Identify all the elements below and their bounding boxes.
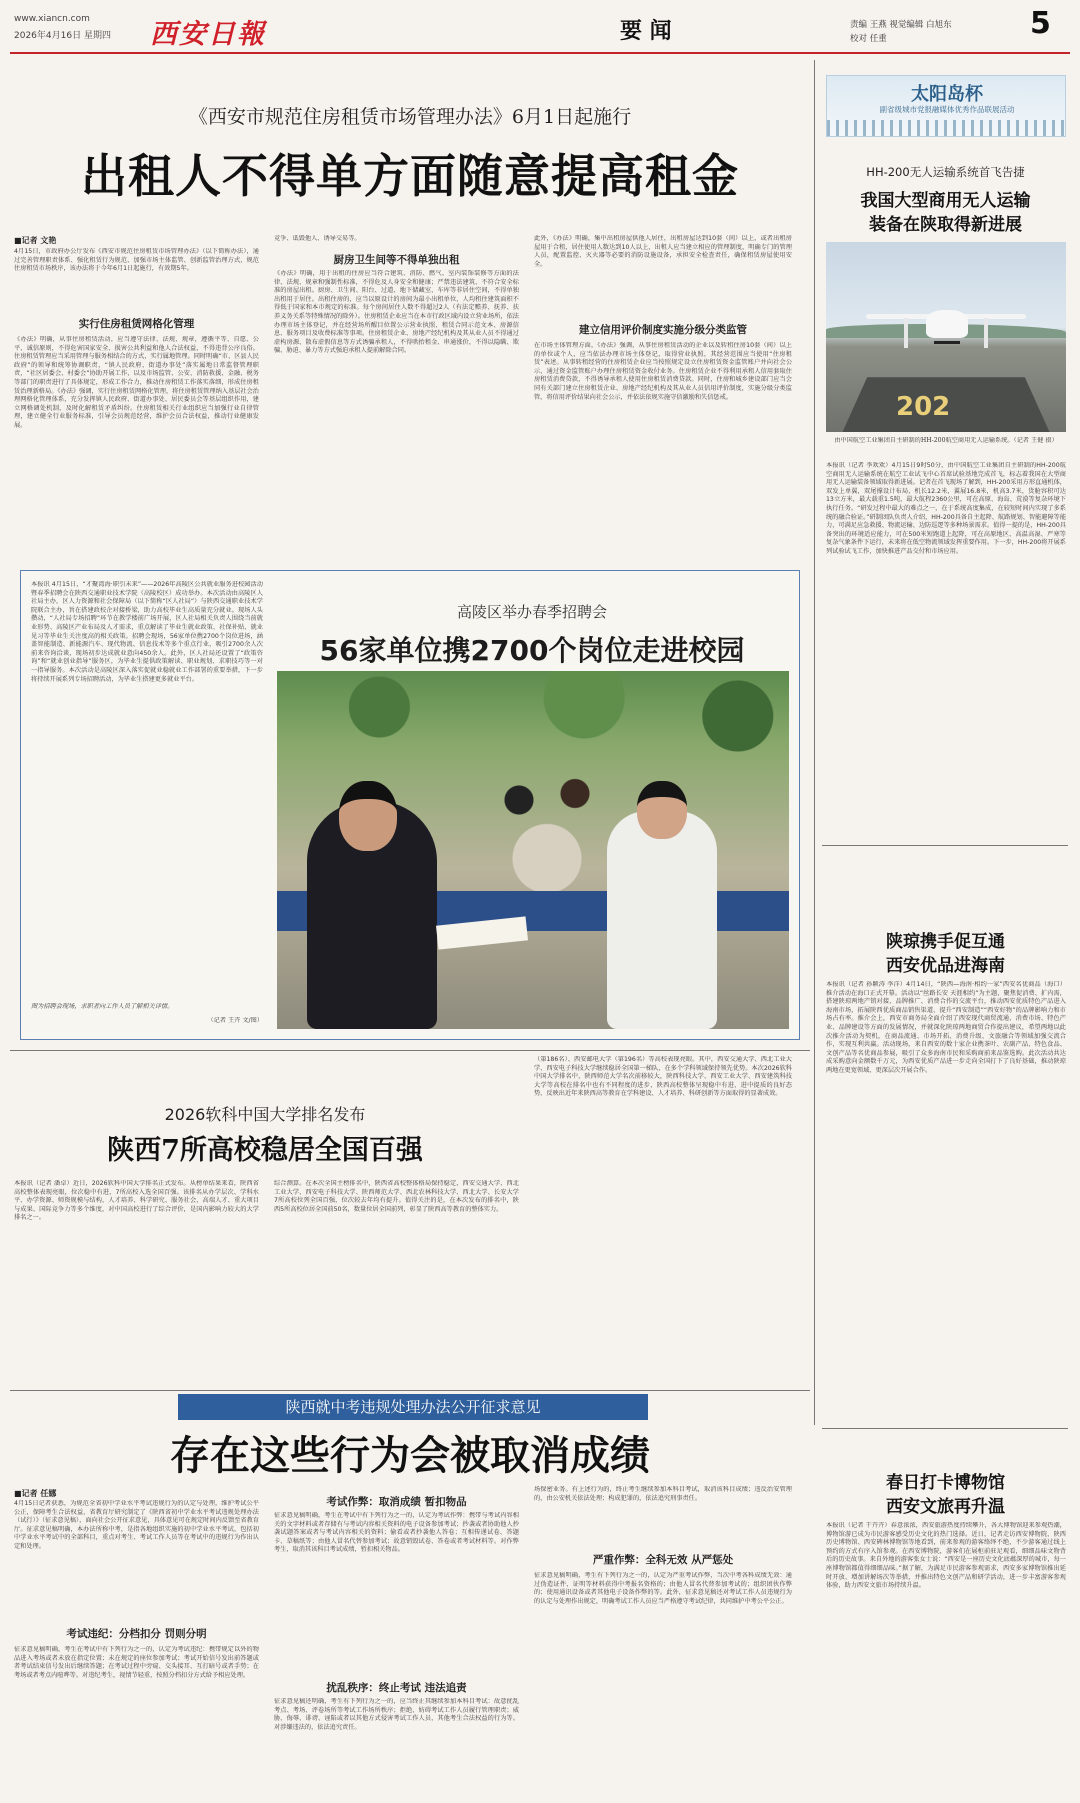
subhead-serious-cheating: 严重作弊：全科无效 从严惩处 (592, 1554, 734, 1566)
byline: ■记者 任娜 (14, 1489, 57, 1498)
headline-line2: 装备在陕取得新进展 (869, 215, 1022, 235)
article-job-fair (20, 570, 800, 1040)
headline: 56家单位携2700个岗位走进校园 (319, 634, 745, 667)
subhead-cheating: 考试作弊：取消成绩 暂扣物品 (326, 1496, 467, 1508)
sidebar-drone-article (818, 60, 1073, 840)
body-col2: 征求意见稿明确，考生在考试中有下列行为之一的，认定为考试作弊：携带与考试内容相关的文字材料或者存储有与考试内容相关资料的电子设备参加考试；抄袭或者协助他人抄袭试题答案或者与考试内容相关的资料；偷看或者抄袭他人答卷；互相传递试卷、答题卡、草稿纸等；由他人冒名代替参加考试；故意销毁试卷、答卷或者考试材料等。对作弊考生，取消其该科目考试成绩，暂扣相关物品。 (274, 1512, 519, 1554)
article-body: 本报讯（记者 干卉卉）春意浓浓，西安旅游热度持续攀升，各大博物馆迎来参观热潮，博物馆游已成为市民游客感受历史文化的热门选择。近日，记者走访西安博物院、陕西历史博物馆、西安碑林博物馆等地看到，前来参观的游客络绎不绝，不少游客通过线上预约的方式有序入馆参观。在西安博物院，游客们在展柜前驻足观看，细细品味文物背后的历史故事。来自外地的游客张女士说：“西安是一座历史文化底蕴深厚的城市，每一座博物馆都值得细细品味。”据了解，为满足市民游客参观需求，西安多家博物馆推出延时开放、增加讲解场次等举措，并推出特色文创产品和研学活动，进一步丰富游客参观体验，助力西安文旅市场持续升温。 (826, 1522, 1066, 1590)
banner-trees (827, 120, 1066, 136)
kicker: 《西安市规范住房租赁市场管理办法》6月1日起施行 (188, 106, 632, 128)
byline: （记者 王卉 文/图） (207, 1017, 263, 1024)
headline: 陕西7所高校稳居全国百强 (107, 1135, 423, 1166)
body-col1-intro: 4月15日，市政府办公厅发布《西安市规范住房租赁市场管理办法》（以下简称办法），通过完善管理职责体系、强化租赁行为规范、加强市场主体监管、创新监管治理方式，规范住房租赁市场秩序，该办法将于今年6月1日起施行，有效期5年。 (14, 248, 259, 273)
body-col3: 在市场主体管理方面，《办法》强调，从事住房租赁活动的企业以及转租住房10套（间）以上的单位或个人，应当依法办理市场主体登记，取得营业执照，其经营范围应当使用“住房租赁”表述。从事转租经营的住房租赁企业应当按照规定设立住房租赁资金监管账户并向社会公示，通过资金监管账户办理住房租赁资金收付业务。住房租赁企业不得利用承租人信用套取住房租赁消费贷款，不得诱导承租人使用住房租赁消费贷款。同时，住房和城乡建设部门应当会同有关部门建立住房租赁企业、房地产经纪机构及其从业人员信用评价制度，实施分级分类监管，将信用评价结果向社会公示，并依法依规实施守信激励和失信惩戒。 (534, 342, 792, 401)
masthead (0, 0, 1080, 60)
headline-line1: 陕琼携手促互通 (886, 932, 1005, 952)
article-body: 本报讯 4月15日，“才聚湾海·职引未来”——2026年高陵区公共就业服务进校园活动暨春季招聘会在陕西交通职业技术学院（高陵校区）成功举办。本次活动由高陵区人社局主办，区人力资源和社会保障局（以下简称“区人社局”）与陕西交通职业技术学院联合主办，旨在搭建政校企对接桥梁，助力高校毕业生高质量充分就业。现场人头攒动，“人社局专场招聘”环节在教学楼前广场开展，区人社局相关负责人围绕当前就业形势、高陵区产业布局及人才需求，重点解读了毕业生就业政策、社保补贴、就业见习等毕业生关注度高的相关政策。招聘会现场，56家单位携2700个岗位进场，涵盖智能制造、新能源汽车、现代物流、信息技术等多个重点行业，吸引2700余人次前来咨询洽谈，现场初步达成就业意向450余人。此外，区人社局还设置了“政策咨询”和“就业创业指导”服务区，为毕业生提供政策解读、职业规划、求职技巧等一对一指导服务。本次活动是高陵区深入落实促就业稳就业工作部署的重要举措，下一步将持续开展系列专场招聘活动，为毕业生搭建更多就业平台。 (31, 581, 263, 683)
top-rule (822, 845, 1068, 846)
kicker-banner: 陕西就中考违规处理办法公开征求意见 (178, 1394, 648, 1420)
sidebar-museums (818, 1428, 1073, 1800)
body-col2: 综合测算。在本次全国主榜排名中，陕西省高校整体格局保持稳定，西安交通大学、西北工业大学、西安电子科技大学、陕西师范大学、西北农林科技大学、西北大学、长安大学7所高校位列全国百强，位次较去年均有提升。值得关注的是，在本次发布的排名中，陕西5所高校位居全国前50名，数量位居全国前列，彰显了陕西高等教育的整体实力。 (274, 1180, 519, 1213)
kicker: HH-200无人运输系统首飞告捷 (866, 165, 1025, 179)
subhead-kitchen-bath: 厨房卫生间等不得单独出租 (333, 254, 460, 266)
banner-subtitle: 副省级城市党报融媒体优秀作品联展活动 (879, 105, 1015, 114)
proofreader: 校对 任重 (850, 34, 887, 44)
body-col2-bottom: 征求意见稿还明确，考生有下列行为之一的，应当终止其继续参加本科目考试：故意扰乱考点、考场、评卷场所等考试工作场所秩序；拒绝、妨碍考试工作人员履行管理职责；威胁、侮辱、诽谤、诬陷或者以其他方式侵害考试工作人员、其他考生合法权益的行为等。对涉嫌违法的，依法追究责任。 (274, 1698, 519, 1731)
article-exam-rules (10, 1390, 810, 1800)
headline-line2: 西安优品进海南 (886, 956, 1005, 976)
masthead-rule (10, 52, 1070, 54)
runway-number: 202 (896, 392, 951, 422)
body-col1: 《办法》明确，从事住房租赁活动，应当遵守法律、法规、规章，遵循平等、自愿、公平、诚信原则，不得危害国家安全、损害公共利益和他人合法权益，不得违背公序良俗。住房租赁管理应当采用管理与服务相结合的方式，实行属地管理。同时明确“市、区县人民政府”的领导和统筹协调职责，“镇人民政府、街道办事处”落实属地日常监督管理职责，“社区居委会、村委会”协助开展工作，以及市场监管、公安、消防救援、金融、税务等部门的职责进行了具体规定，形成工作合力，推动住房租赁工作落实落细，形成住房租赁治理新格局。《办法》强调，实行住房租赁网格化管理，将住房租赁管理纳入基层社会治理网格化管理体系，充分发挥镇人民政府、街道办事处、居民委员会等基层组织作用，建立网格调处机制，及时化解租赁矛盾纠纷。住房租赁相关行业组织应当加强行业自律管理，建立健全行业服务标准，引导会员规范经营，维护会员合法权益，推动行业健康发展。 (14, 336, 259, 429)
crowd (477, 761, 617, 891)
photo-caption: 由中国航空工业集团自主研制的HH-200航空商用无人运输系统。（记者 王健 摄） (834, 437, 1058, 444)
headline: 出租人不得单方面随意提高租金 (81, 149, 739, 203)
page-number: 5 (1030, 6, 1051, 41)
article-body: 本报讯（记者 孙颖涛 李洋）4月14日，“陕西—海南·相约一家”西安名优商品（海口）推介活动在海口正式开幕。活动以“丝路长安 天涯相约”为主题，聚焦促消费、扩内需，搭建陕琼两地产销对接、品牌推广、消费合作的交流平台，推动西安优质特色产品进入海南市场，拓展陕西优质商品销售渠道，提升“西安制造”“西安好物”的品牌影响力和市场占有率。推介会上，西安市商务局全面介绍了西安现代商贸流通、消费市场、特色产业、品牌建设等方面的发展情况，并就深化陕琼两地商贸合作提出建议，希望两地以此次推介活动为契机，在商品流通、市场开拓、消费升级、文旅融合等领域加强交流合作，实现互利共赢。活动现场，来自西安的数十家企业携茶叶、农副产品、特色食品、文创产品等名优商品参展，吸引了众多海南市民和采购商前来品鉴选购。此次活动共达成采购意向金额数千万元，为西安优质产品进一步走向全国打下了良好基础，推动陕琼两地在更宽领域、更深层次开展合作。 (826, 981, 1066, 1074)
banner-title: 太阳岛杯 (911, 84, 983, 105)
kicker: 高陵区举办春季招聘会 (456, 603, 607, 621)
body-col2-top: 竞争、诋毁他人、诱导交易等。 (274, 235, 361, 242)
subhead-credit-evaluation: 建立信用评价制度实施分级分类监管 (579, 324, 747, 336)
headline-line1: 我国大型商用无人运输 (860, 191, 1031, 211)
aircraft-tail-right (984, 318, 988, 348)
body-col3-top: 此外，《办法》明确，集中出租房屋供他人居住，出租房屋达到10套（间）以上，或者出租房屋用于合租，居住使用人数达到10人以上，出租人应当建立相应的管理制度，明确专门的管理人员，配置监控、灭火器等必要的消防设施设备，承担安全检查责任，确保租赁房屋使用安全。 (534, 235, 792, 268)
subhead-grid-management: 实行住房租赁网格化管理 (78, 318, 195, 330)
sidebar-shaanxi-hainan (818, 845, 1073, 1425)
issue-date: 2026年4月16日 星期四 (14, 31, 111, 41)
aircraft-tail-left (904, 318, 908, 348)
top-rule (10, 1390, 810, 1391)
job-fair-photo (277, 671, 789, 1029)
job-seeker-white (607, 811, 717, 1029)
column-divider (814, 60, 815, 1425)
article-rental-regulation (10, 60, 810, 560)
job-seeker-white-head (637, 781, 687, 839)
aircraft-body (926, 310, 968, 338)
subhead-disorder: 扰乱秩序：终止考试 违法追责 (326, 1682, 467, 1694)
body-col3-top: 场保密业务。有上述行为的，终止考生继续参加本科目考试，取消该科目成绩；违反治安管理的，由公安机关依法处理；构成犯罪的，依法追究刑事责任。 (534, 1486, 792, 1502)
body-col1: 征求意见稿明确，考生在考试中有下列行为之一的，认定为考试违纪：携带规定以外的物品进入考场或者未放在指定位置；未在规定的座位参加考试；考试开始信号发出前答题或者考试结束信号发出后继续答题；在考试过程中旁窥、交头接耳、互打暗号或者手势；在考场或者考点内喧哗等。对违纪考生，视情节轻重，按照分档扣分方式给予相应处理。 (14, 1646, 259, 1679)
website: www.xiancn.com (14, 14, 90, 24)
top-rule (822, 1428, 1068, 1429)
masthead-logo: 西安日報 (150, 19, 266, 50)
headline-line2: 西安文旅再升温 (886, 1497, 1005, 1517)
byline: ■记者 文艳 (14, 236, 57, 245)
top-rule (10, 1050, 810, 1051)
editors: 责编 王燕 视觉编辑 白旭东 (850, 20, 952, 30)
headline: 存在这些行为会被取消成绩 (170, 1433, 650, 1479)
aircraft-wheels (934, 338, 960, 344)
body-col3: （第186名）、西安邮电大学（第196名）等高校表现亮眼。其中，西安交通大学、西北工业大学、西安电子科技大学继续稳居全国第一梯队，在多个学科领域保持领先优势。本次2026软科中国大学排名中，陕西师范大学名次前移较大，陕西科技大学、西安工业大学、西安建筑科技大学等高校在排名中也有不同程度的进步，陕西高校整体呈现稳中有进、进中提质的良好态势，反映出近年来陕西高等教育在学科建设、人才培养、科研创新等方面取得的显著成效。 (534, 1056, 792, 1098)
subhead-discipline: 考试违纪：分档扣分 罚则分明 (66, 1628, 207, 1640)
aircraft-photo (826, 242, 1066, 432)
headline-line1: 春日打卡博物馆 (886, 1473, 1005, 1493)
student-glasses-head (339, 781, 397, 851)
body-col3: 征求意见稿明确，考生有下列行为之一的，认定为严重考试作弊，当次中考各科成绩无效：通过伪造证件、证明等材料获得中考报名资格的；由他人冒名代替参加考试的；组织团伙作弊的；使用通讯设备或者其他电子设备作弊的等。此外，征求意见稿还对考试工作人员违规行为的认定与处理作出规定，明确考试工作人员应当严格遵守考试纪律，共同维护中考公平公正。 (534, 1572, 792, 1605)
background-trees (277, 671, 789, 761)
section-label: 要 闻 (620, 18, 672, 44)
photo-caption: 图为招聘会现场，求职者向工作人员了解相关详情。 (31, 1003, 174, 1010)
body-col1: 本报讯（记者 潘卓）近日，2026软科中国大学排名正式发布。从榜单结果来看，陕西省高校整体表现亮眼，位次稳中有进，7所高校入选全国百强。该排名从办学层次、学科水平、办学资源、师资规模与结构、人才培养、科学研究、服务社会、高端人才、重大项目与成果、国际竞争力等多个维度，对中国高校进行了综合评价，是国内影响力较大的大学排名之一。 (14, 1180, 259, 1222)
taiyangdao-banner (826, 75, 1066, 137)
article-body: 本报讯（记者 李欢欢）4月15日9时50分，由中国航空工业集团自主研制的HH-200航空商用无人运输系统在航空工业试飞中心首席试验基地完成首飞，标志着我国在大型商用无人运输装备领域取得新进展。记者在首飞现场了解到，HH-200采用方形直通机体，双发上单翼，双尾撑设计布局，机长12.2米，翼展16.8米，机高3.7米，货舱容积可达13立方米，最大载重1.5吨，最大航程2360公里，可在高原、海岛、荒漠等复杂环境下执行任务。“研发过程中最大的难点之一，在于系统高度集成，在较短时间内实现了多系统的融合验证。”研制团队负责人介绍，HH-200具备自主起降、航路规划、智能避障等能力，可满足应急救援、物流运输、边防巡逻等多种场景需求。值得一提的是，HH-200具备突出的环境适应能力，可在500米短跑道上起降，可在高原地区、高温高湿、严寒等复杂气象条件下运行，未来将在低空物流领域发挥重要作用。下一步，HH-200将开展系列试验试飞工作，加快推进产品交付和市场应用。 (826, 462, 1066, 555)
kicker: 2026软科中国大学排名发布 (164, 1105, 366, 1124)
body-col2: 《办法》明确，用于出租的住房应当符合建筑、消防、燃气、室内装饰装修等方面的法律、法规、规章和强制性标准，不得危及人身安全和健康；严禁违法建筑、不符合安全标准的房屋出租。厨房、卫生间、阳台、过道、地下储藏室、车库等非居住空间，不得单独出租用于居住。出租住房的，应当以原设计的房间为最小出租单位，人均租住建筑面积不得低于国家和本市规定的标准。每个房间居住人数不得超过2人（有法定赡养、抚养、扶养义务关系等特殊情况的除外）。住房租赁企业应当在本市行政区域内设立营业场所，依法办理市场主体登记，并在经营场所醒目位置公示营业执照、租赁合同示范文本、房源信息、服务项目及收费标准等事项。住房租赁企业、房地产经纪机构及其从业人员不得通过虚构房源、散布虚假信息等方式诱骗承租人，不得哄抬租金、串通涨价，不得以隐瞒、欺骗、胁迫、暴力等方式强迫承租人提前解除合同。 (274, 270, 519, 355)
body-col1-intro: 4月15日记者获悉，为规范全省初中学业水平考试违规行为的认定与处理，维护考试公平公正，保障考生合法权益，省教育厅研究制定了《陕西省初中学业水平考试违规处理办法（试行）》（征求意见稿），面向社会公开征求意见，具体意见可在规定时间内反馈至省教育厅。征求意见稿明确，本办法所称中考，是指各地组织实施的初中学业水平考试，包括初中学业水平考试中的全部科目，重点对考生、考试工作人员等在考试中的违规行为作出认定和处理。 (14, 1500, 259, 1550)
article-university-ranking (10, 1050, 810, 1380)
